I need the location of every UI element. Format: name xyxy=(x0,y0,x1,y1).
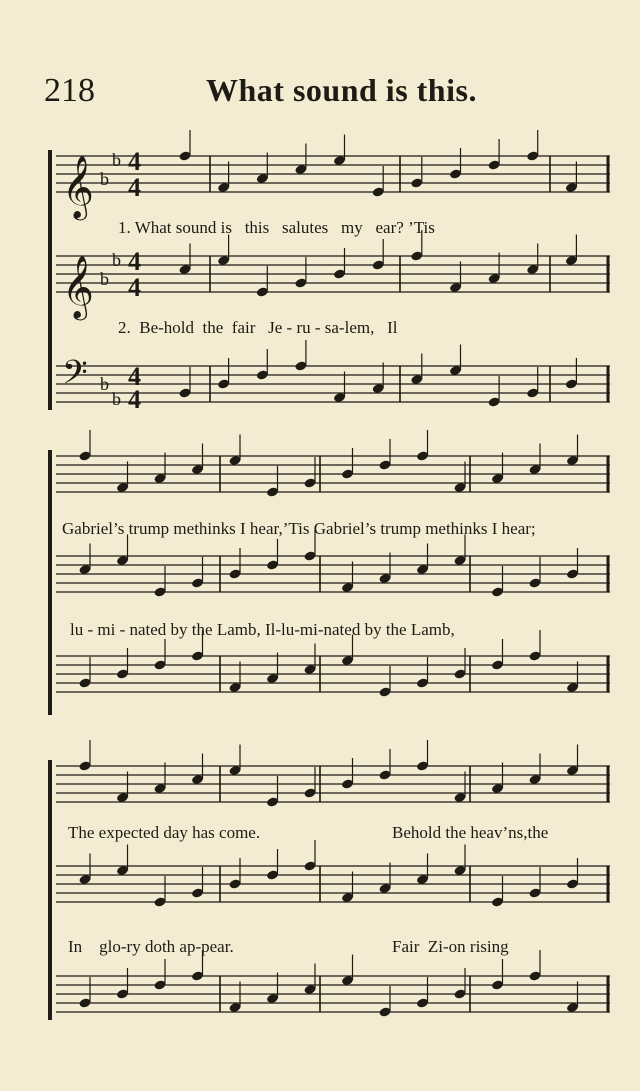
time-sig-bottom-1: 4 xyxy=(128,173,141,202)
page-title: What sound is this. xyxy=(206,72,477,108)
time-sig-bottom-2: 4 xyxy=(128,273,141,302)
lyric-line-4: lu - mi - nated by the Lamb, Il-lu-mi-nated by the Lamb, xyxy=(70,620,455,639)
time-sig-bottom-3: 4 xyxy=(128,385,141,414)
treble-clef-2: 𝄞 xyxy=(62,255,94,318)
flat-sign-1b: b xyxy=(100,169,109,189)
lyric-line-2: 2. Be-hold the fair Je - ru - sa-lem, Il xyxy=(118,318,398,337)
lyric-line-3: Gabriel’s trump methinks I hear,’Tis Gabriel’s trump methinks I hear; xyxy=(62,519,536,538)
flat-sign-1a: b xyxy=(112,150,121,170)
page-number: 218 xyxy=(44,72,95,109)
time-sig-top-1: 4 xyxy=(128,147,141,176)
time-sig-top-2: 4 xyxy=(128,247,141,276)
lyric-line-6a: In glo-ry doth ap-pear. xyxy=(68,937,234,956)
flat-sign-3b: b xyxy=(112,389,121,409)
lyric-line-1: 1. What sound is this salutes my ear? ’Tis xyxy=(118,218,435,237)
flat-sign-3a: b xyxy=(100,374,109,394)
lyric-line-5b: Behold the heav’ns,the xyxy=(392,823,549,842)
lyric-line-5a: The expected day has come. xyxy=(68,823,261,842)
treble-clef-1: 𝄞 xyxy=(62,155,94,218)
flat-sign-2b: b xyxy=(100,269,109,289)
flat-sign-2a: b xyxy=(112,250,121,270)
lyric-line-6b: Fair Zi-on rising xyxy=(392,937,509,956)
time-sig-top-3: 4 xyxy=(128,362,141,391)
bass-clef-3: 𝄢 xyxy=(62,354,88,400)
